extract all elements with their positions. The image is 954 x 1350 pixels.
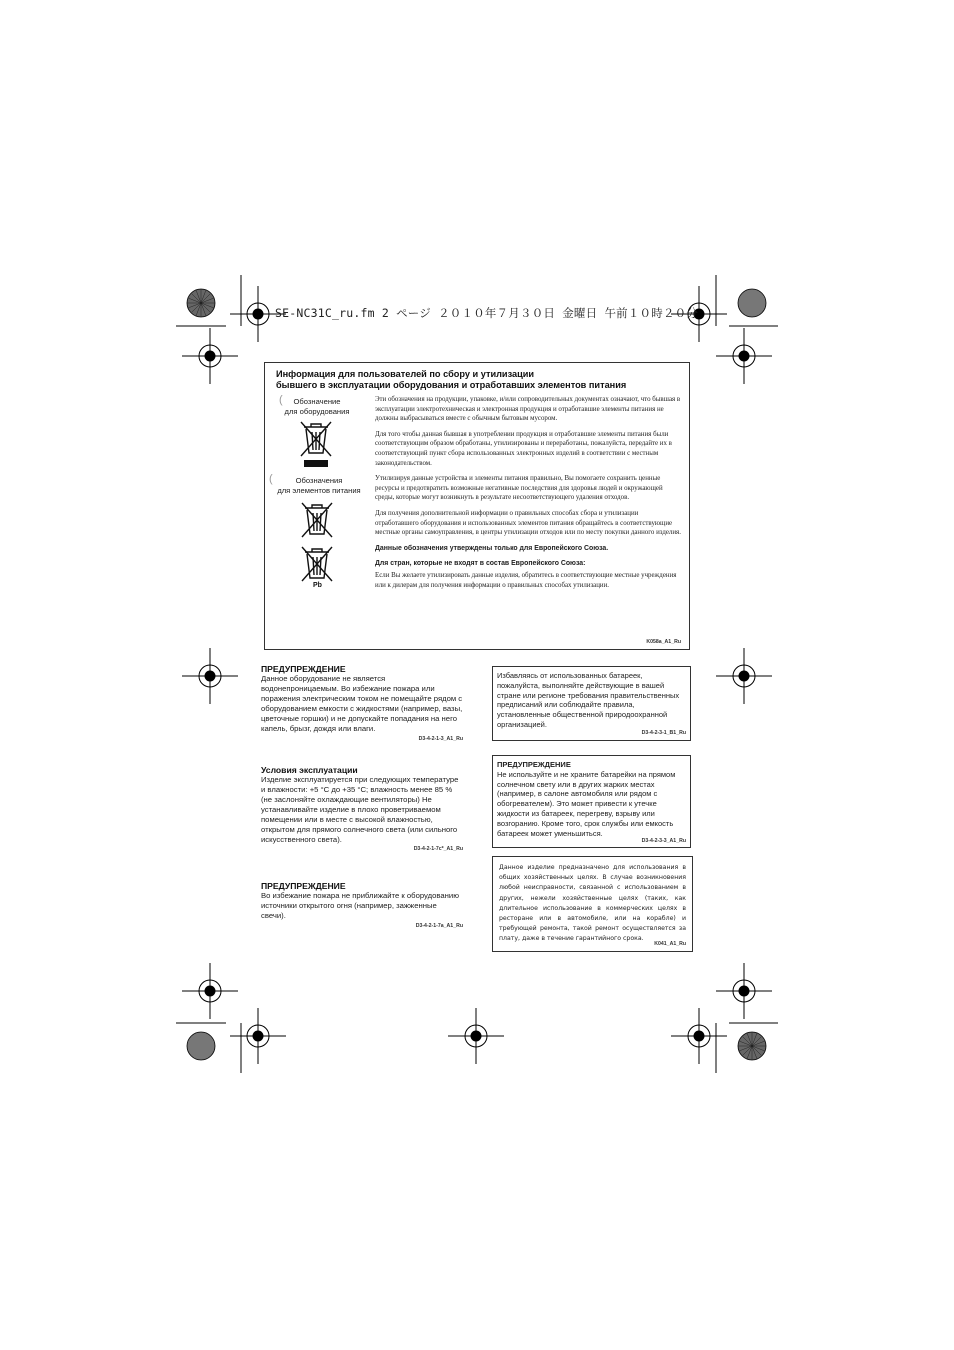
battery-warning-code: D3-4-2-3-3_A1_Ru	[641, 838, 686, 844]
battery-disposal-box	[492, 666, 691, 741]
symbol-equipment-label: ( Обозначение для оборудования	[279, 394, 350, 416]
warning-water-text: Данное оборудование не является водонепроницаемым. Во избежание пожара или поражения электрическим током не помещайте рядом с оборудованием емкости с жидкостями (например, вазы, цветочные горшки) и не допускайте попадания на него капель, брызг, дождя или влаги.	[261, 674, 463, 733]
crossed-bin-battery-icon	[300, 501, 334, 541]
battery-disposal-text: Избавляясь от использованных батареек, пожалуйста, выполняйте действующие в вашей стране или регионе требования правительственных предписаний или соблюдайте правила, установленные общественной природоохранной организацией.	[497, 671, 680, 729]
pb-label: Pb	[313, 582, 322, 589]
info-code: K058a_A1_Ru	[646, 639, 681, 645]
crossed-bin-pb-icon	[300, 545, 334, 585]
household-use-box	[492, 856, 693, 952]
warning-fire-code: D3-4-2-1-7a_A1_Ru	[415, 923, 463, 929]
info-body: Эти обозначения на продукции, упаковке, и/или сопроводительных документах означают, что бывшая в эксплуатации электротехническая и электронная продукция и отработавшие элементы питания не должны выбрасываться вместе с обычным бытовым мусором. Для того чтобы данная бывшая в употреблении продукция и отработавшие элементы питания были соответствующим образом обработаны, утилизированы и переработаны, пожалуйста, передайте их в соответствующий пункт сбора использованных электронных изделий в соответствии с местным законодательством. Утилизируя данные устройства и элементы питания правильно, Вы помогаете сохранить ценные ресурсы и предотвратить возможные негативные последствия для здоровья людей и окружающей среды, которые могут возникнуть в результате несоответствующего удаления отходов. Для получения дополнительной информации о правильных способах сбора и утилизации отработавшего оборудования и использованных элементов питания обращайтесь в соответствующие местные органы самоуправления, в центры утилизации отходов или по месту покупки данного изделия. Данные обозначения утверждены только для Европейского Союза. Для стран, которые не входят в состав Европейского Союза: Если Вы желаете утилизировать данные изделия, обратитесь в соответствующие местные учреждения или к дилерам для получения информации о правильных способах утилизации.	[375, 396, 681, 589]
warning-fire-title: ПРЕДУПРЕЖДЕНИЕ	[261, 881, 346, 891]
warning-water-code: D3-4-2-1-3_A1_Ru	[418, 736, 463, 742]
disposal-info-box	[264, 362, 690, 650]
conditions-code: D3-4-2-1-7c*_A1_Ru	[413, 846, 463, 852]
battery-warning-box	[492, 755, 691, 848]
household-use-code: K041_A1_Ru	[654, 941, 686, 947]
conditions-text: Изделие эксплуатируется при следующих температуре и влажности: +5 °C до +35 °C; влажность менее 85 % (не заслоняйте охлаждающие вентиляторы) Не устанавливайте изделие в плохо проветриваемом помещении или в месте с высокой влажностью, открытом для прямого солнечного света (или сильного искусственного света).	[261, 775, 459, 844]
warning-fire-text: Во избежание пожара не приближайте к оборудованию источники открытого огня (например, зажженные свечи).	[261, 891, 459, 920]
battery-warning-text: Не используйте и не храните батарейки на прямом солнечном свету или в других жарких местах (например, в салоне автомобиля или рядом с обогревателем). Это может привести к утечке жидкости из батареек, перегреву, взрыву или возгоранию. Кроме того, срок службы или емкость батареек может уменьшиться.	[497, 769, 676, 838]
info-title: Информация для пользователей по сбору и утилизации бывшего в эксплуатации оборудования и отработавших элементов питания	[276, 369, 627, 390]
warning-water-title: ПРЕДУПРЕЖДЕНИЕ	[261, 664, 346, 674]
warning-water	[261, 664, 463, 742]
household-use-text: Данное изделие предназначено для использования в общих хозяйственных целях. В случае возникновения любой неисправности, связанной с использованием в других, нежели хозяйственные целях (таких, как длительное использование в коммерческих целях в ресторане или в автомобиле, или на корабле) и требующей ремонта, такой ремонт осуществляется за плату, даже в течение гарантийного срока.	[499, 864, 686, 943]
battery-disposal-code: D3-4-2-3-1_B1_Ru	[641, 730, 686, 736]
battery-warning-content	[497, 760, 686, 838]
conditions-title: Условия эксплуатации	[261, 765, 358, 775]
operating-conditions	[261, 765, 463, 852]
warning-fire	[261, 881, 463, 929]
crossed-bin-icon	[299, 420, 333, 470]
file-header: SE-NC31C_ru.fm 2 ページ ２０１０年７月３０日 金曜日 午前１０時２０分	[275, 306, 699, 320]
symbol-batteries-label: ( Обозначения для элементов питания	[269, 473, 361, 495]
battery-warning-title: ПРЕДУПРЕЖДЕНИЕ	[497, 760, 571, 769]
